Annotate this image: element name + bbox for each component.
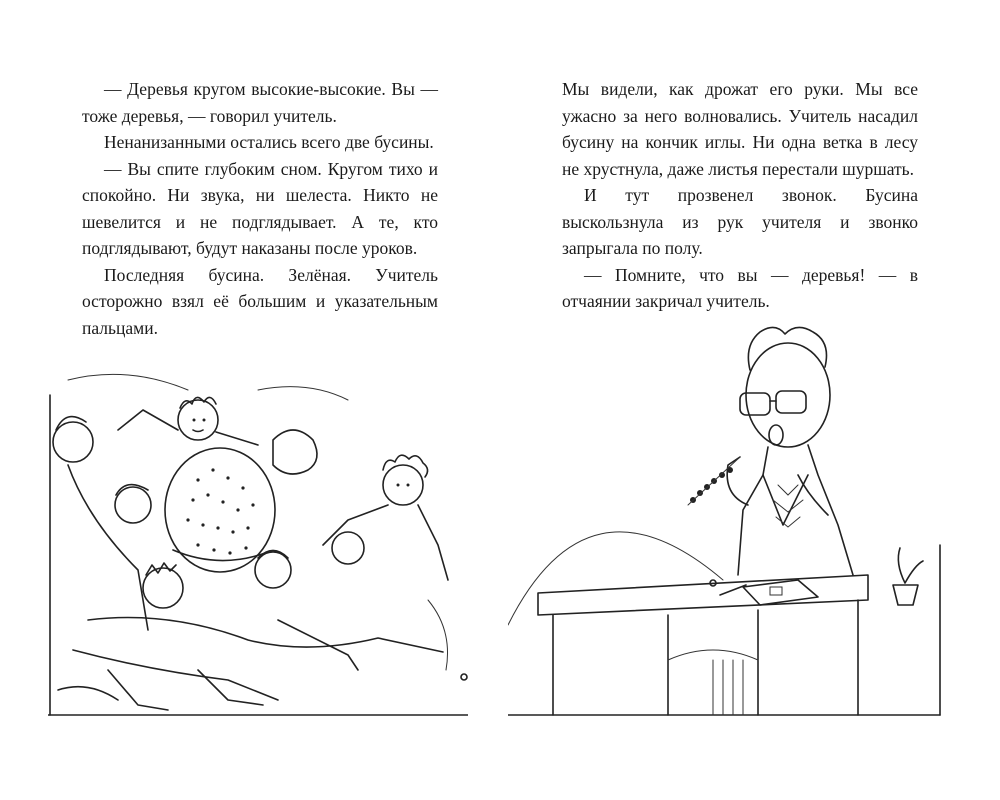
paragraph: Ненанизанными остались всего две бусины.	[104, 132, 434, 152]
children-pile-illustration	[48, 370, 468, 720]
paragraph: — Деревья кругом высокие-высокие. Вы — тоже деревья, — говорил учитель.	[82, 79, 438, 126]
paragraph: Мы видели, как дрожат его руки. Мы все ужасно за него волновались. Учитель насадил бусину на кончик иглы. Ни одна ветка в лесу не хрустнула, даже листья перестали шуршать.	[562, 79, 918, 179]
paragraph: — Помните, что вы — деревья! — в отчаянии закричал учитель.	[562, 264, 918, 311]
left-page-text	[82, 76, 438, 341]
paragraph: Последняя бусина. Зелёная. Учитель осторожно взял её большим и указательным пальцами.	[82, 264, 438, 338]
paragraph: — Вы спите глубоким сном. Кругом тихо и спокойно. Ни звука, ни шелеста. Никто не шевелится и не подглядывает. А те, кто подглядывают, будут наказаны после уроков.	[82, 158, 438, 258]
teacher-at-desk-illustration	[508, 325, 968, 720]
paragraph: И тут прозвенел звонок. Бусина выскользнула из рук учителя и звонко запрыгала по полу.	[562, 185, 918, 258]
right-page-text	[562, 76, 918, 315]
